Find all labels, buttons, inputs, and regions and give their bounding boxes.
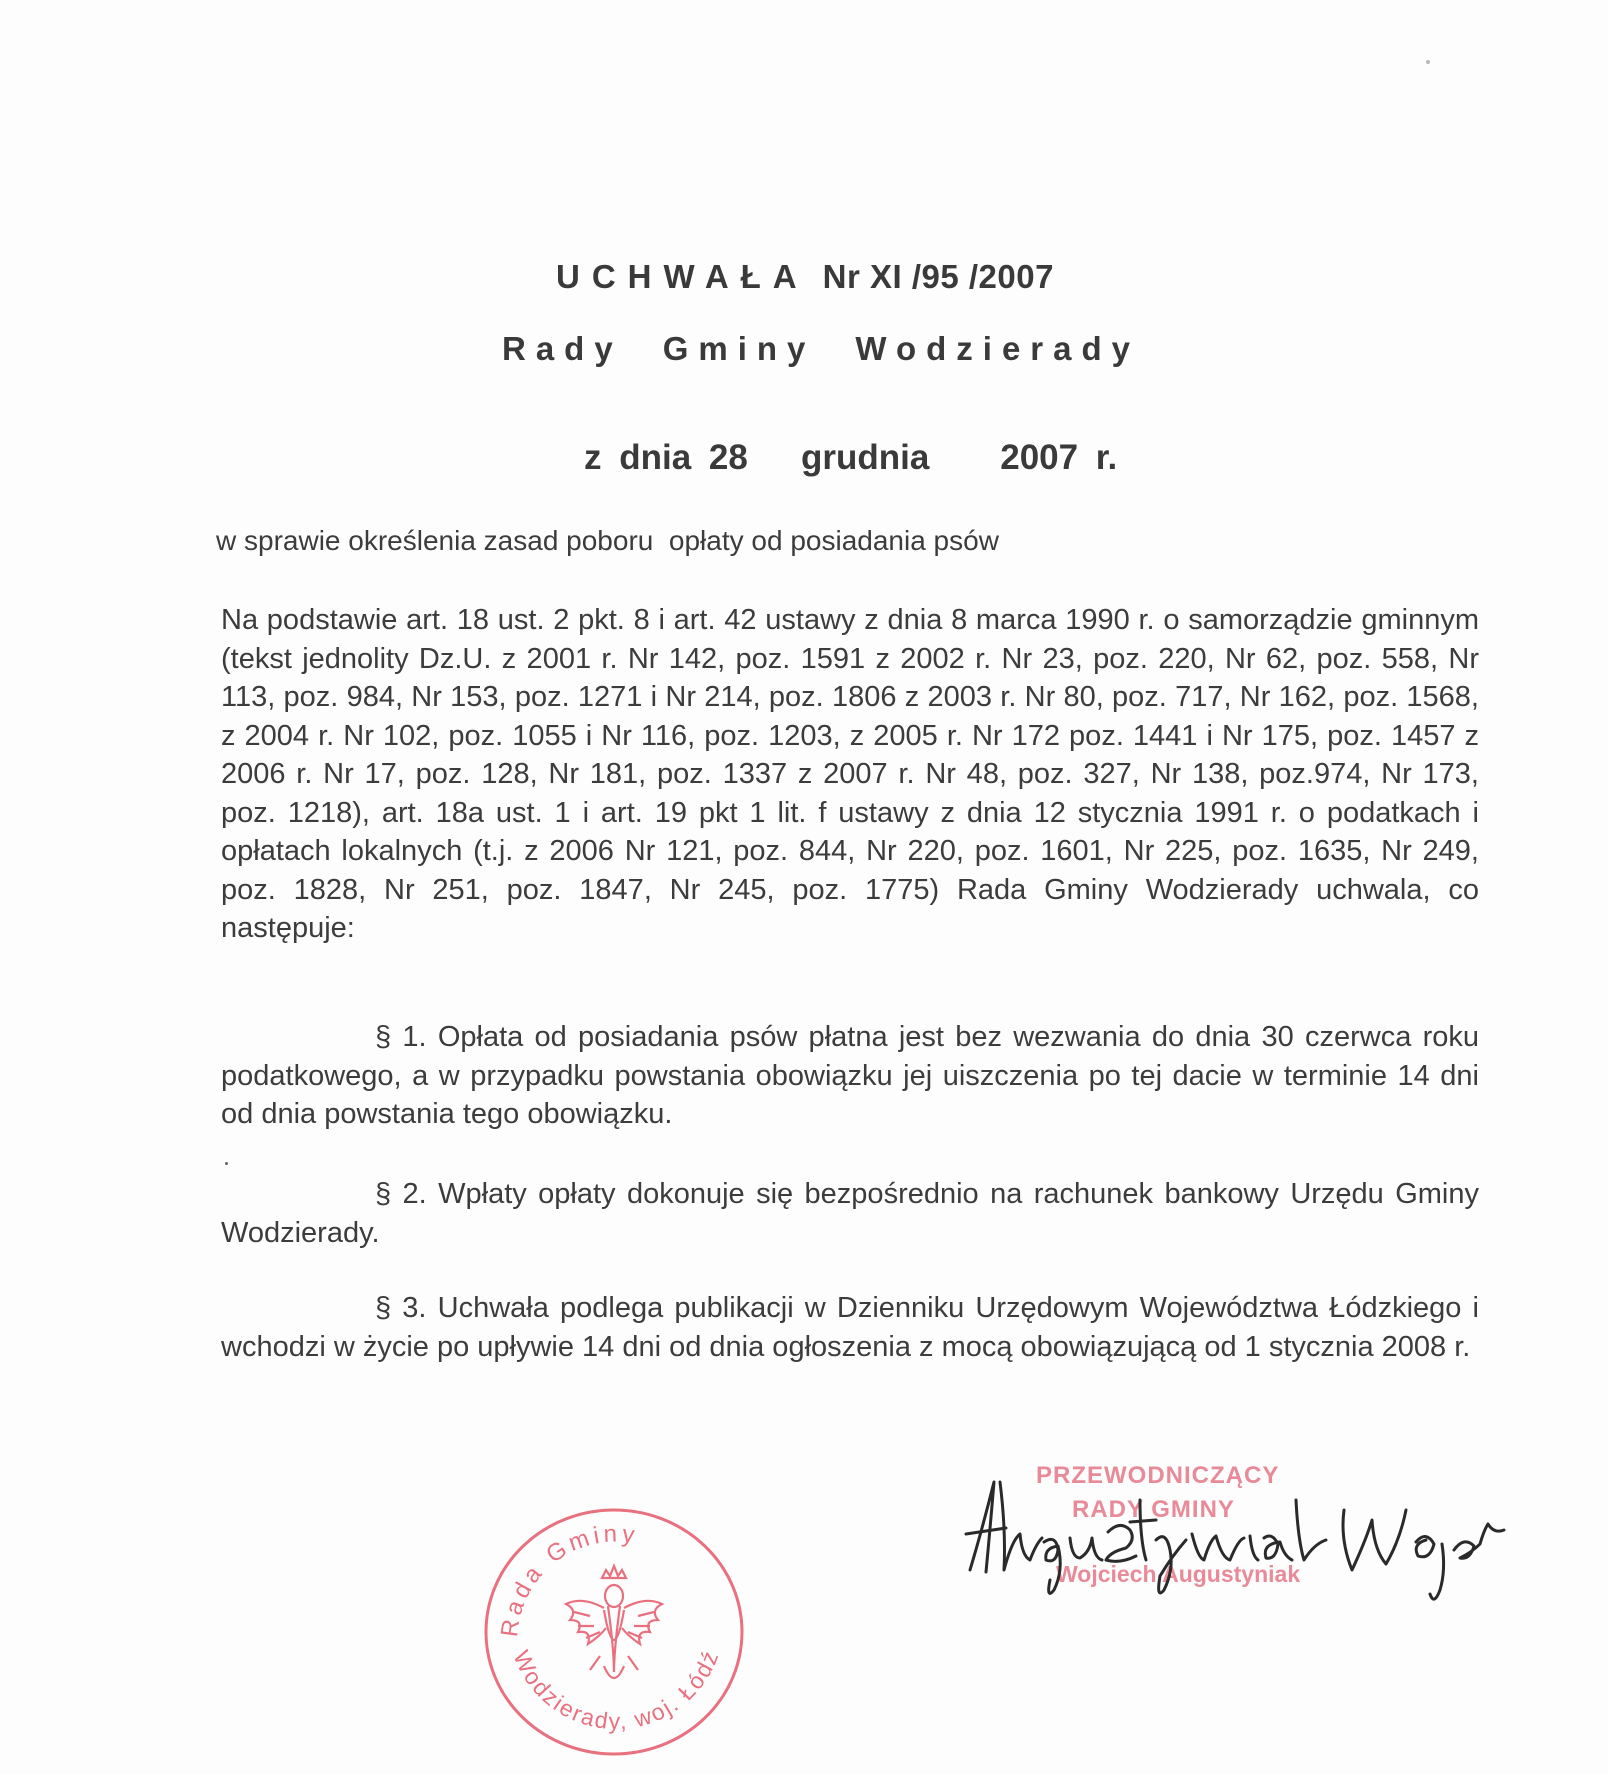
- council-name: [502, 330, 1140, 368]
- handwritten-signature: [960, 1460, 1560, 1620]
- council-word-2: Gminy: [662, 330, 816, 367]
- eagle-emblem-icon: [566, 1566, 662, 1678]
- chairman-name: Wojciech Augustyniak: [1056, 1561, 1301, 1587]
- legal-basis: Na podstawie art. 18 ust. 2 pkt. 8 i art. 42 ustawy z dnia 8 marca 1990 r. o samorządzie gminnym (tekst jednolity Dz.U. z 2001 r. Nr 142, poz. 1591 z 2002 r. Nr 23, poz. 220, Nr 62, poz. 558, Nr 113, poz. 984, Nr 153, poz. 1271 i Nr 214, poz. 1806 z 2003 r. Nr 80, poz. 717, Nr 162, poz. 1568, z 2004 r. Nr 102, poz. 1055 i Nr 116, poz. 1203, z 2005 r. Nr 172 poz. 1441 i Nr 175, poz. 1457 z 2006 r. Nr 17, poz. 128, Nr 181, poz. 1337 z 2007 r. Nr 48, poz. 327, Nr 138, poz.974, Nr 173, poz. 1218), art. 18a ust. 1 i art. 19 pkt 1 lit. f ustawy z dnia 12 stycznia 1991 r. o podatkach i opłatach lokalnych (t.j. z 2006 Nr 121, poz. 844, Nr 220, poz. 1601, Nr 225, poz. 1635, Nr 249, poz. 1828, Nr 251, poz. 1847, Nr 245, poz. 1775) Rada Gminy Wodzierady uchwala, co następuje:: [221, 604, 1479, 944]
- stamp-text-bottom: Wodzierady, woj. Łódź: [508, 1645, 724, 1735]
- council-word-1: Rady: [502, 330, 623, 367]
- scan-dot: [225, 1162, 228, 1165]
- chairman-title: PRZEWODNICZĄCY: [1036, 1462, 1280, 1489]
- resolution-subject: w sprawie określenia zasad poboru opłaty od posiadania psów: [216, 525, 999, 556]
- title-word: UCHWAŁA: [556, 258, 809, 295]
- council-round-stamp: [478, 1500, 750, 1760]
- paragraph-3: § 3. Uchwała podlega publikacji w Dzienniku Urzędowym Województwa Łódzkiego i wchodzi w życie po upływie 14 dni od dnia ogłoszenia z mocą obowiązującą od 1 stycznia 2008 r.: [221, 1292, 1479, 1363]
- council-title: RADY GMINY: [1072, 1496, 1235, 1523]
- resolution-title: [556, 258, 1054, 296]
- scan-speck: [1426, 60, 1430, 64]
- stamp-text-top: Rada Gminy: [496, 1520, 641, 1639]
- paragraph-2: § 2. Wpłaty opłaty dokonuje się bezpośrednio na rachunek bankowy Urzędu Gminy Wodzierady.: [221, 1178, 1479, 1249]
- council-word-3: Wodzierady: [855, 330, 1140, 367]
- title-number: Nr XI /95 /2007: [822, 258, 1054, 295]
- paragraph-1: § 1. Opłata od posiadania psów płatna jest bez wezwania do dnia 30 czerwca roku podatkowego, a w przypadku powstania obowiązku jej uiszczenia po tej dacie w terminie 14 dni od dnia powstania tego obowiązku.: [221, 1021, 1479, 1130]
- resolution-date: z dnia 28 grudnia 2007 r.: [584, 438, 1118, 477]
